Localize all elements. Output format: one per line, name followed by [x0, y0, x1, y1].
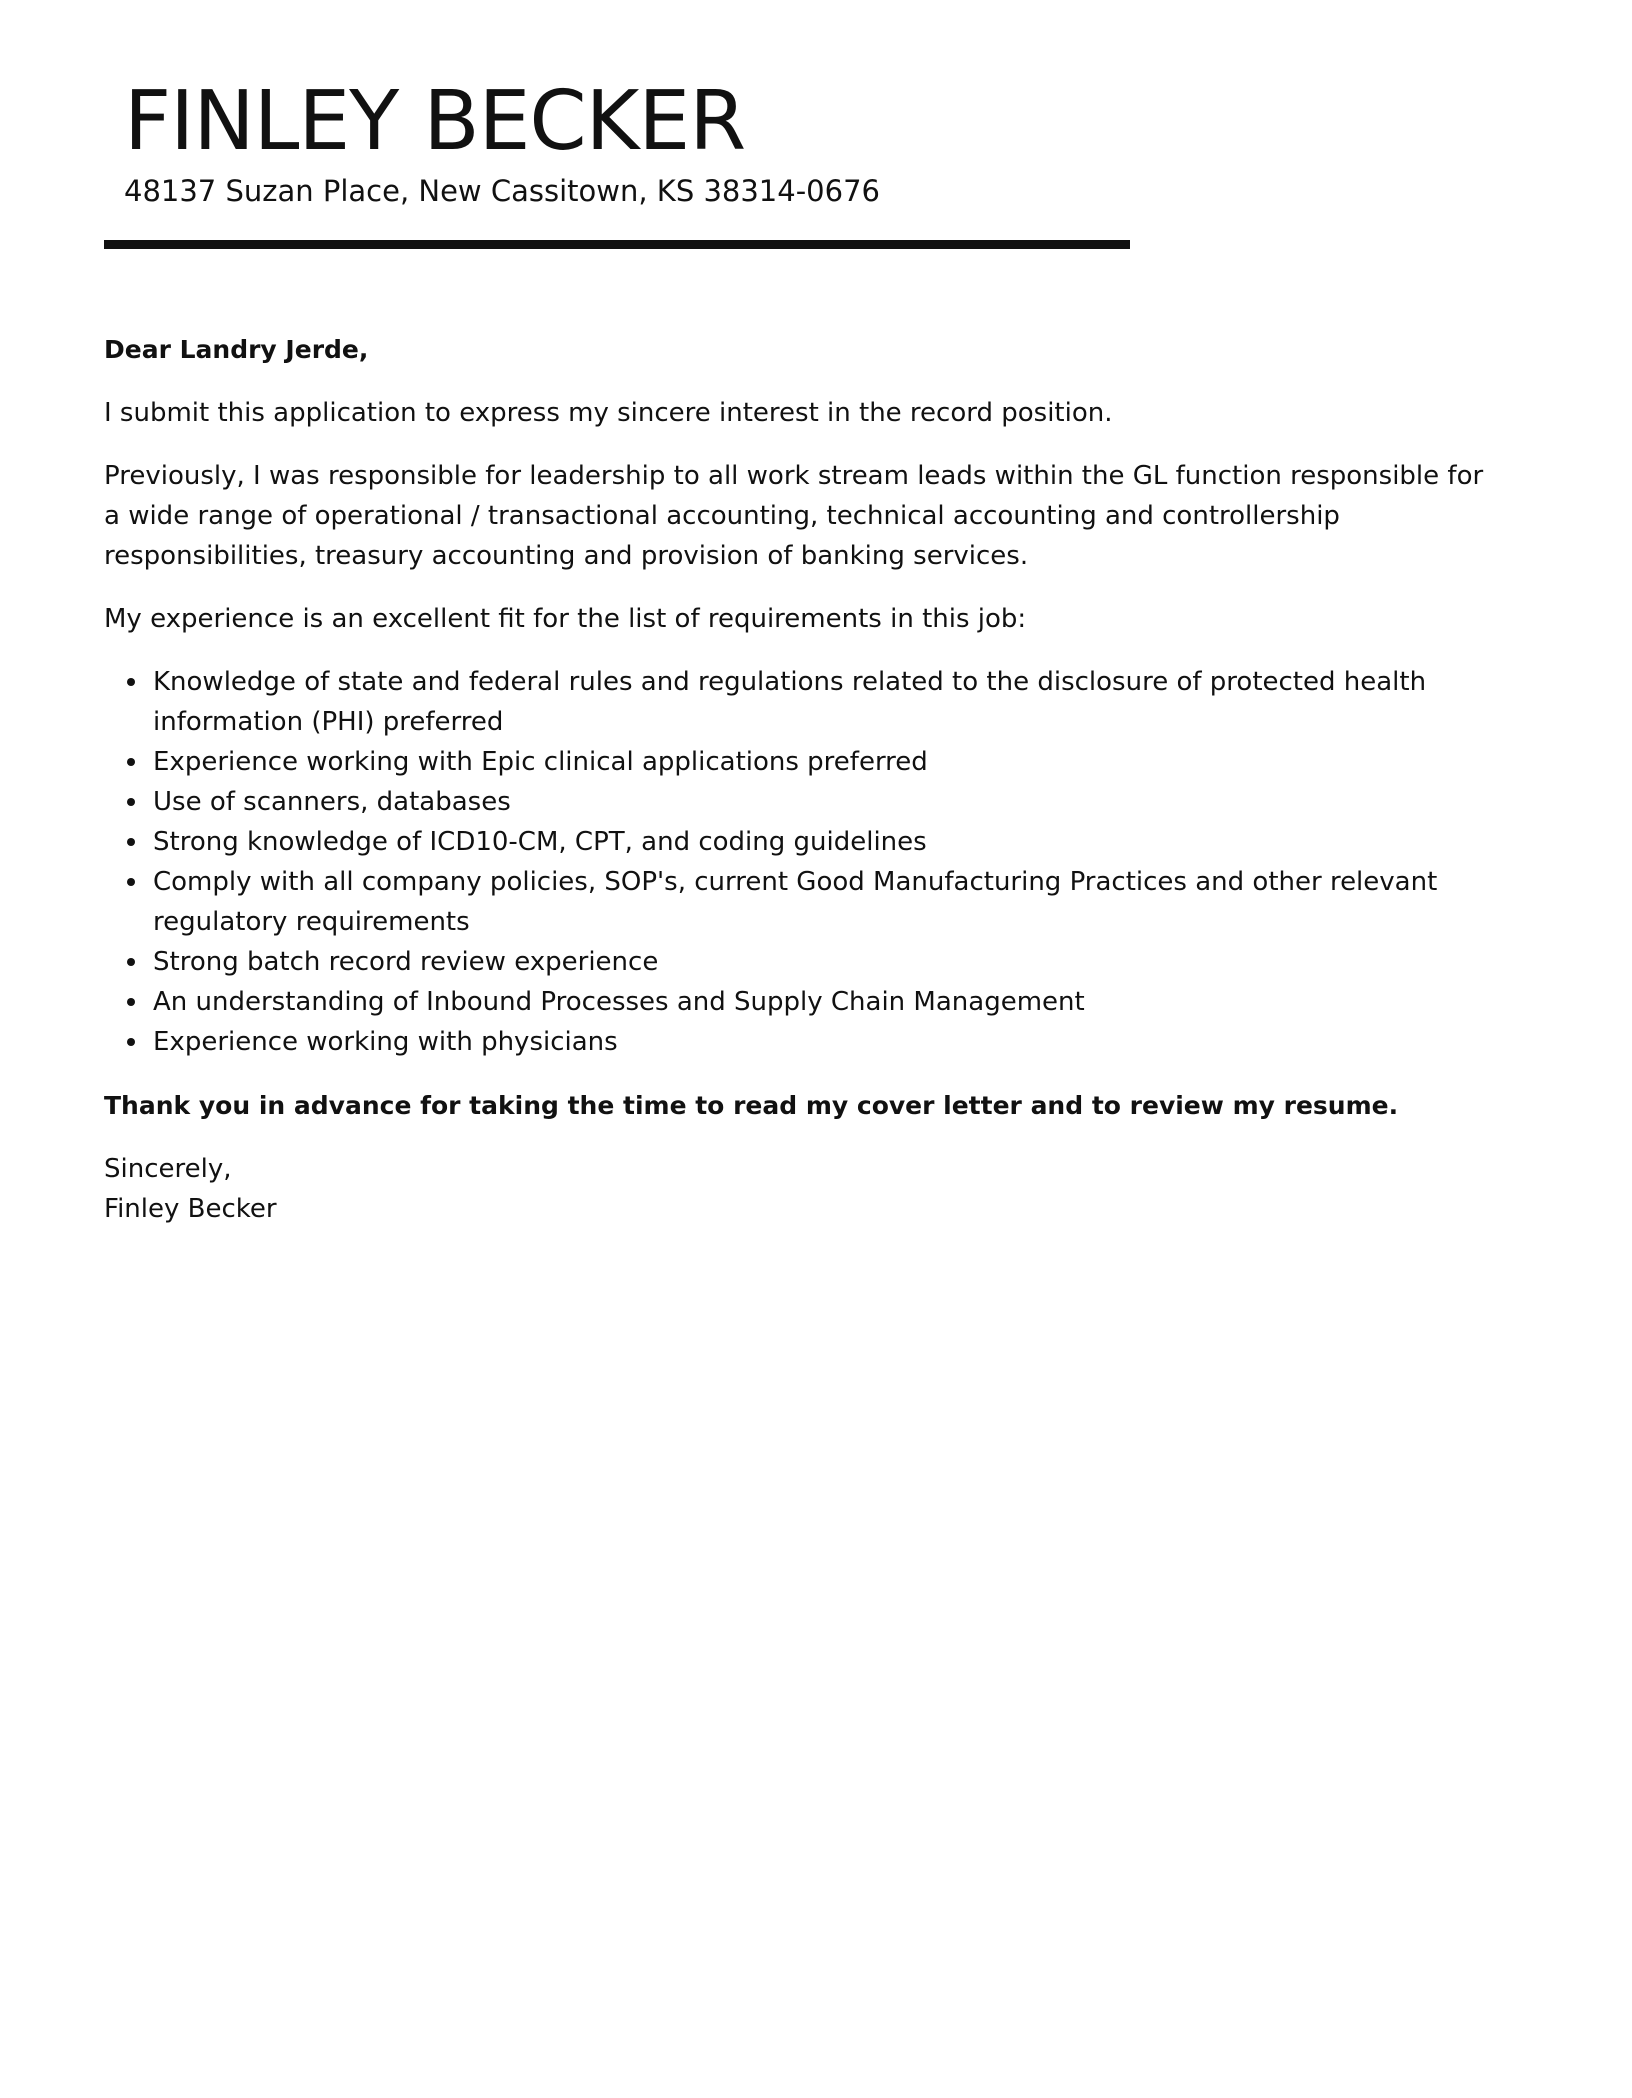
- thank-you-line: Thank you in advance for taking the time to read my cover letter and to review my resume.: [104, 1091, 1399, 1120]
- list-item: [153, 942, 1504, 982]
- bullet-icon: [127, 758, 135, 766]
- signature-block: [104, 1149, 1504, 1229]
- list-item-text: Knowledge of state and federal rules and regulations related to the disclosure of protected health information (PHI) preferred: [153, 667, 1427, 737]
- bullet-icon: [127, 878, 135, 886]
- experience-paragraph: Previously, I was responsible for leadership to all work stream leads within the GL function responsible for a wide range of operational / transactional accounting, technical accounting and controllership responsibilities, treasury accounting and provision of banking services.: [104, 461, 1484, 571]
- bullet-icon: [127, 678, 135, 686]
- list-item-text: Use of scanners, databases: [153, 787, 511, 817]
- list-item-text: Strong knowledge of ICD10-CM, CPT, and coding guidelines: [153, 827, 927, 857]
- list-item: [153, 822, 1504, 862]
- greeting: Dear Landry Jerde,: [104, 335, 369, 364]
- list-item: [153, 862, 1504, 942]
- bullet-icon: [127, 958, 135, 966]
- signature-name: Finley Becker: [104, 1194, 277, 1224]
- bullet-icon: [127, 838, 135, 846]
- list-item: [153, 1022, 1504, 1062]
- list-item-text: Comply with all company policies, SOP's, current Good Manufacturing Practices and other relevant regulatory requirements: [153, 867, 1438, 937]
- list-item-text: Experience working with physicians: [153, 1027, 618, 1057]
- bullet-icon: [127, 1038, 135, 1046]
- intro-paragraph: I submit this application to express my sincere interest in the record position.: [104, 398, 1113, 428]
- applicant-name: FINLEY BECKER: [124, 74, 746, 169]
- fit-paragraph: My experience is an excellent fit for the list of requirements in this job:: [104, 604, 1027, 634]
- applicant-address: 48137 Suzan Place, New Cassitown, KS 38314-0676: [124, 174, 880, 208]
- list-item-text: Strong batch record review experience: [153, 947, 659, 977]
- list-item: [153, 982, 1504, 1022]
- closing: Sincerely,: [104, 1154, 232, 1184]
- bullet-icon: [127, 998, 135, 1006]
- list-item: [153, 742, 1504, 782]
- header-divider: [104, 240, 1130, 249]
- list-item: [153, 782, 1504, 822]
- bullet-icon: [127, 798, 135, 806]
- list-item-text: Experience working with Epic clinical applications preferred: [153, 747, 928, 777]
- requirements-list: [104, 662, 1504, 1062]
- letter-body: [104, 330, 1504, 1229]
- list-item: [153, 662, 1504, 742]
- list-item-text: An understanding of Inbound Processes and Supply Chain Management: [153, 987, 1085, 1017]
